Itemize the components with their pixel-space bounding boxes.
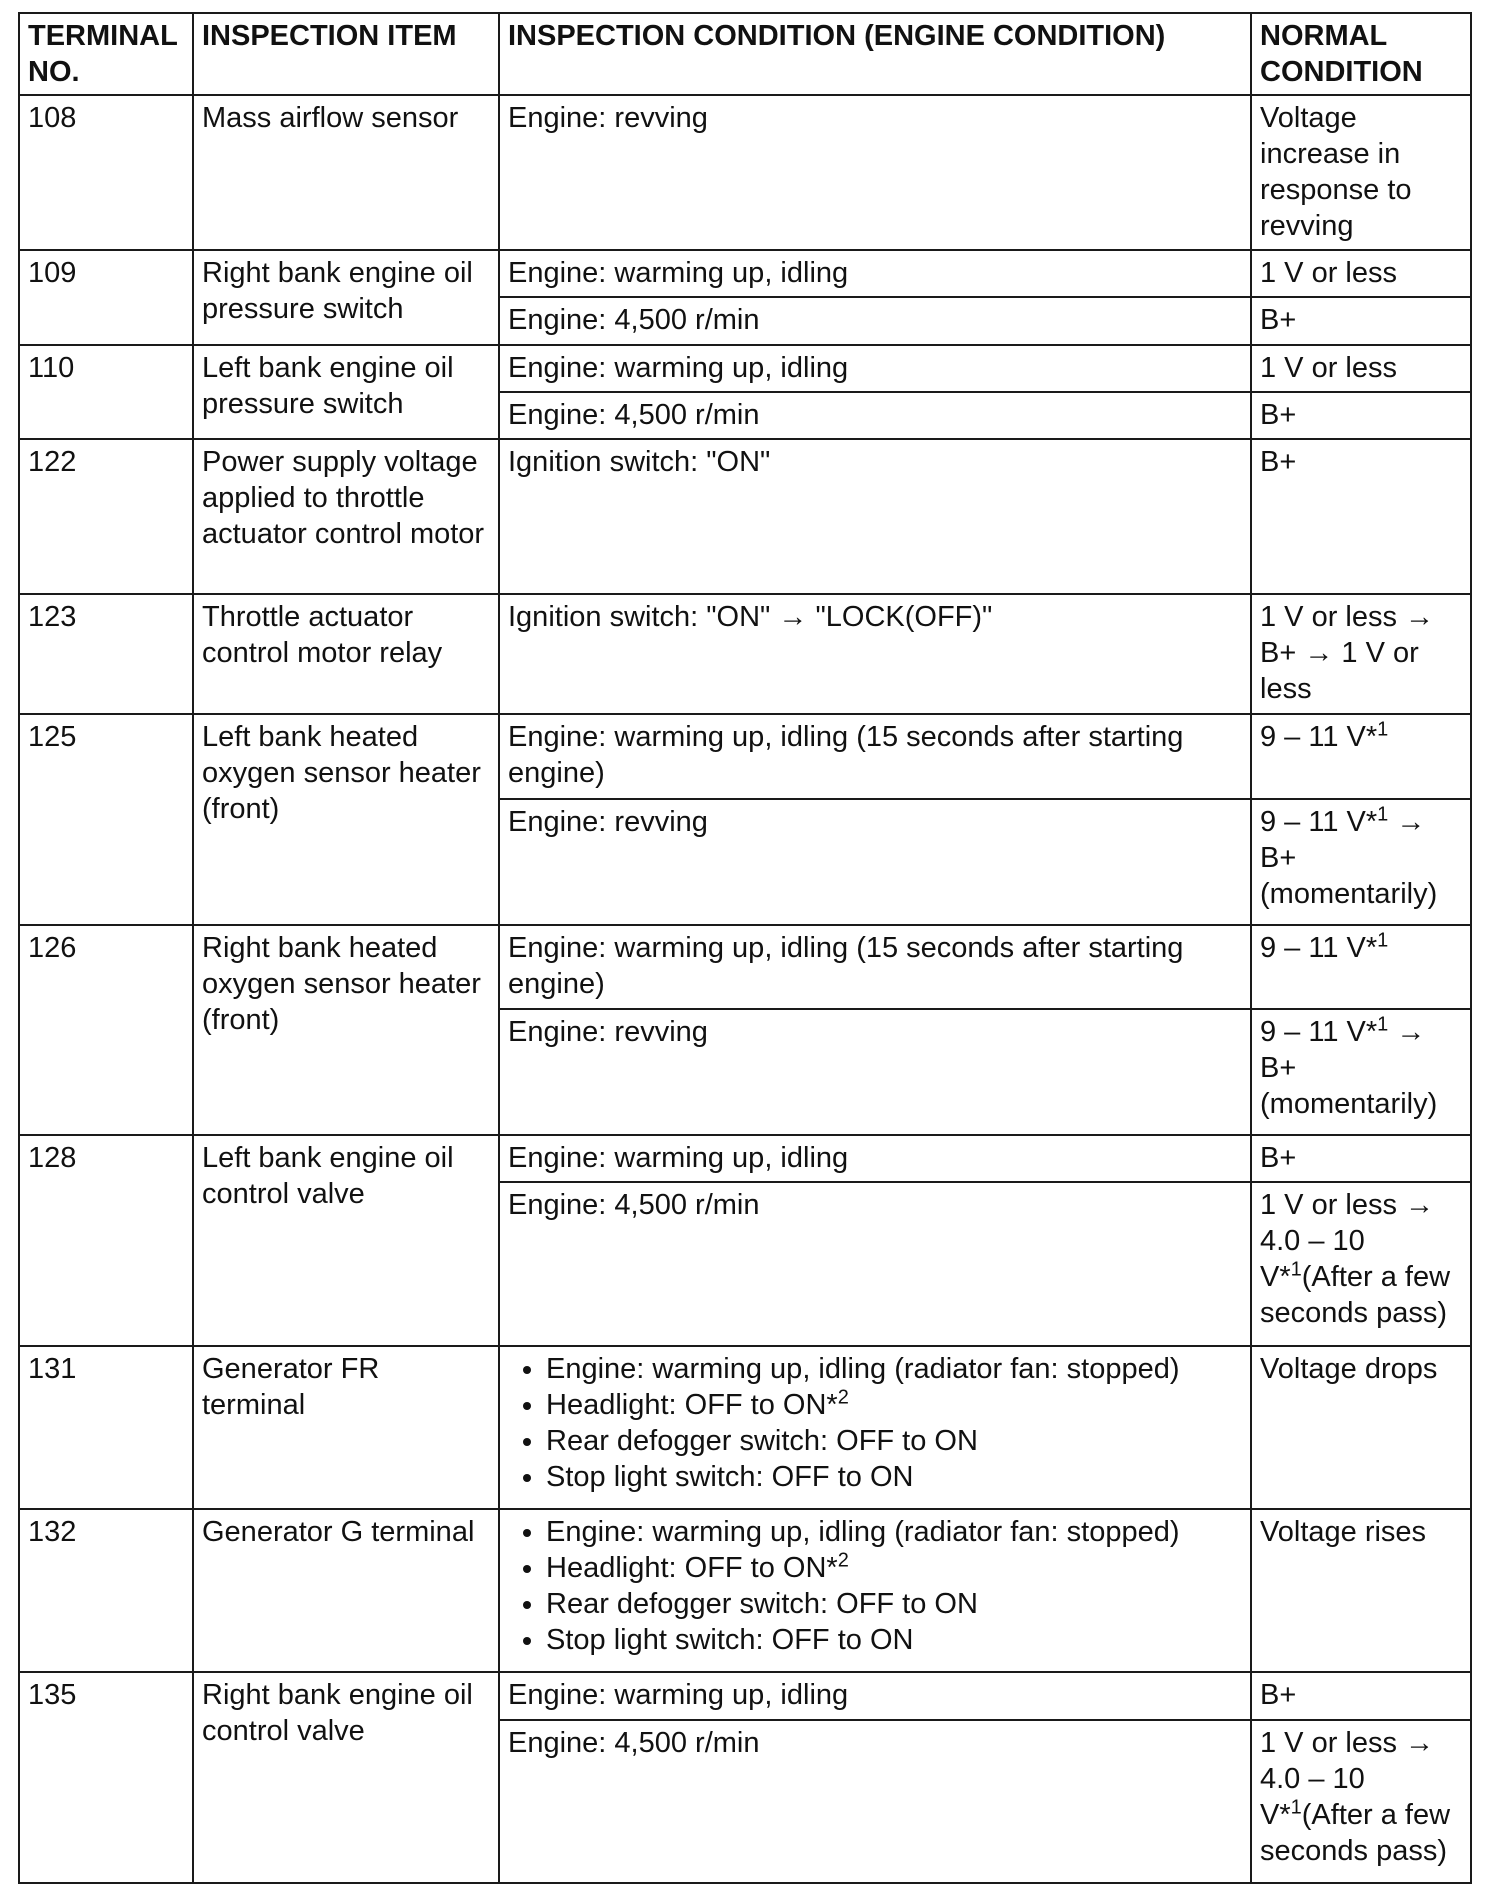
- header-inspection-condition: INSPECTION CONDITION (ENGINE CONDITION): [499, 13, 1251, 95]
- inspection-condition-cell: Ignition switch: "ON" → "LOCK(OFF)": [499, 594, 1251, 714]
- inspection-condition-cell: [499, 1346, 1251, 1509]
- table-row: [19, 1135, 1471, 1182]
- table-row: [19, 1346, 1471, 1509]
- normal-condition-text: 9 – 11 V*: [1260, 805, 1378, 838]
- terminal-no-cell: 132: [19, 1509, 193, 1672]
- table-row: [19, 925, 1471, 1009]
- footnote-mark: 1: [1377, 929, 1389, 952]
- normal-condition-cell: [1251, 297, 1471, 344]
- terminal-no-cell: 122: [19, 439, 193, 594]
- normal-condition-suffix: → B+ (momentarily): [1260, 1015, 1438, 1120]
- condition-bullet-item: [546, 1514, 1242, 1550]
- table-body: [19, 95, 1471, 1883]
- inspection-item-cell: Right bank engine oil control valve: [193, 1672, 499, 1883]
- normal-condition-text: 1 V or less → 4.0 – 10 V*: [1260, 1726, 1435, 1831]
- table-row: [19, 1509, 1471, 1672]
- inspection-condition-cell: Engine: warming up, idling: [499, 250, 1251, 297]
- normal-condition-text: B+: [1260, 398, 1297, 431]
- normal-condition-cell: [1251, 1009, 1471, 1135]
- condition-bullet-text: Engine: warming up, idling (radiator fan: stopped): [546, 1352, 1180, 1385]
- terminal-no-cell: 123: [19, 594, 193, 714]
- condition-bullet-item: [546, 1586, 1242, 1622]
- normal-condition-text: 1 V or less: [1260, 351, 1397, 384]
- condition-bullet-text: Headlight: OFF to ON*: [546, 1552, 838, 1585]
- footnote-mark: 1: [1377, 802, 1389, 825]
- normal-condition-text: Voltage increase in response to revving: [1260, 102, 1412, 242]
- normal-condition-text: 9 – 11 V*: [1260, 1015, 1378, 1048]
- normal-condition-cell: [1251, 1182, 1471, 1345]
- table-row: [19, 345, 1471, 392]
- inspection-condition-cell: [499, 1509, 1251, 1672]
- inspection-condition-cell: Engine: revving: [499, 1009, 1251, 1135]
- terminal-no-cell: 108: [19, 95, 193, 250]
- normal-condition-text: 9 – 11 V*: [1260, 931, 1378, 964]
- inspection-condition-cell: Engine: warming up, idling: [499, 1135, 1251, 1182]
- inspection-condition-cell: Engine: 4,500 r/min: [499, 392, 1251, 439]
- footnote-mark: 1: [1290, 1258, 1302, 1281]
- normal-condition-text: B+: [1260, 1142, 1297, 1175]
- normal-condition-cell: [1251, 594, 1471, 714]
- condition-bullet-item: [546, 1622, 1242, 1658]
- normal-condition-text: B+: [1260, 445, 1297, 478]
- terminal-no-cell: 131: [19, 1346, 193, 1509]
- normal-condition-cell: [1251, 799, 1471, 925]
- normal-condition-cell: Voltage rises: [1251, 1509, 1471, 1672]
- inspection-condition-cell: Engine: 4,500 r/min: [499, 1182, 1251, 1345]
- normal-condition-text: B+: [1260, 304, 1297, 337]
- condition-bullet-item: [546, 1550, 1242, 1586]
- table-row: [19, 1672, 1471, 1719]
- condition-bullet-list: [508, 1351, 1242, 1495]
- inspection-condition-cell: Engine: revving: [499, 799, 1251, 925]
- terminal-no-cell: 135: [19, 1672, 193, 1883]
- normal-condition-text: 1 V or less → 4.0 – 10 V*: [1260, 1189, 1435, 1294]
- condition-bullet-item: [546, 1459, 1242, 1495]
- inspection-item-cell: Throttle actuator control motor relay: [193, 594, 499, 714]
- inspection-item-cell: Right bank heated oxygen sensor heater (front): [193, 925, 499, 1135]
- normal-condition-cell: [1251, 250, 1471, 297]
- condition-bullet-text: Rear defogger switch: OFF to ON: [546, 1588, 978, 1621]
- condition-bullet-text: Stop light switch: OFF to ON: [546, 1624, 914, 1657]
- condition-bullet-item: [546, 1351, 1242, 1387]
- condition-bullet-text: Rear defogger switch: OFF to ON: [546, 1424, 978, 1457]
- terminal-no-cell: 126: [19, 925, 193, 1135]
- inspection-condition-cell: Engine: 4,500 r/min: [499, 297, 1251, 344]
- normal-condition-suffix: (After a few seconds pass): [1260, 1798, 1451, 1867]
- condition-bullet-text: Engine: warming up, idling (radiator fan: stopped): [546, 1516, 1180, 1549]
- header-inspection-item: INSPECTION ITEM: [193, 13, 499, 95]
- inspection-item-cell: Mass airflow sensor: [193, 95, 499, 250]
- inspection-condition-cell: Ignition switch: "ON": [499, 439, 1251, 594]
- normal-condition-cell: [1251, 925, 1471, 1009]
- condition-bullet-item: [546, 1387, 1242, 1423]
- inspection-condition-cell: Engine: warming up, idling (15 seconds after starting engine): [499, 714, 1251, 798]
- inspection-item-cell: Left bank engine oil pressure switch: [193, 345, 499, 439]
- footnote-mark: 2: [837, 1386, 849, 1409]
- header-terminal-no: TERMINAL NO.: [19, 13, 193, 95]
- normal-condition-cell: [1251, 95, 1471, 250]
- footnote-mark: 1: [1377, 1013, 1389, 1036]
- terminal-no-cell: 128: [19, 1135, 193, 1345]
- normal-condition-cell: [1251, 714, 1471, 798]
- inspection-condition-cell: Engine: revving: [499, 95, 1251, 250]
- inspection-item-cell: Generator FR terminal: [193, 1346, 499, 1509]
- header-normal-condition: NORMAL CONDITION: [1251, 13, 1471, 95]
- inspection-item-cell: Left bank engine oil control valve: [193, 1135, 499, 1345]
- table-row: [19, 95, 1471, 250]
- table-header-row: [19, 13, 1471, 95]
- condition-bullet-list: [508, 1514, 1242, 1658]
- footnote-mark: 1: [1377, 718, 1389, 741]
- inspection-condition-cell: Engine: warming up, idling: [499, 345, 1251, 392]
- normal-condition-text: 1 V or less: [1260, 257, 1397, 290]
- normal-condition-suffix: (After a few seconds pass): [1260, 1261, 1451, 1330]
- normal-condition-suffix: → B+ (momentarily): [1260, 805, 1438, 910]
- normal-condition-cell: [1251, 1720, 1471, 1883]
- table-row: [19, 714, 1471, 798]
- terminal-no-cell: 109: [19, 250, 193, 344]
- table-row: [19, 250, 1471, 297]
- normal-condition-cell: [1251, 392, 1471, 439]
- table-row: [19, 594, 1471, 714]
- condition-bullet-item: [546, 1423, 1242, 1459]
- table-row: [19, 439, 1471, 594]
- normal-condition-text: 9 – 11 V*: [1260, 721, 1378, 754]
- normal-condition-cell: Voltage drops: [1251, 1346, 1471, 1509]
- condition-bullet-text: Headlight: OFF to ON*: [546, 1388, 838, 1421]
- inspection-condition-cell: Engine: 4,500 r/min: [499, 1720, 1251, 1883]
- footnote-mark: 2: [837, 1549, 849, 1572]
- inspection-item-cell: Left bank heated oxygen sensor heater (front): [193, 714, 499, 924]
- normal-condition-cell: [1251, 1135, 1471, 1182]
- inspection-condition-cell: Engine: warming up, idling: [499, 1672, 1251, 1719]
- normal-condition-cell: [1251, 1672, 1471, 1719]
- inspection-item-cell: Generator G terminal: [193, 1509, 499, 1672]
- terminal-no-cell: 110: [19, 345, 193, 439]
- footnote-mark: 1: [1290, 1795, 1302, 1818]
- inspection-item-cell: Power supply voltage applied to throttle actuator control motor: [193, 439, 499, 594]
- normal-condition-text: 1 V or less → B+ → 1 V or less: [1260, 601, 1435, 706]
- normal-condition-cell: [1251, 439, 1471, 594]
- inspection-item-cell: Right bank engine oil pressure switch: [193, 250, 499, 344]
- condition-bullet-text: Stop light switch: OFF to ON: [546, 1460, 914, 1493]
- normal-condition-text: B+: [1260, 1679, 1297, 1712]
- terminal-no-cell: 125: [19, 714, 193, 924]
- inspection-condition-cell: Engine: warming up, idling (15 seconds after starting engine): [499, 925, 1251, 1009]
- normal-condition-cell: [1251, 345, 1471, 392]
- terminal-inspection-table: [18, 12, 1472, 1884]
